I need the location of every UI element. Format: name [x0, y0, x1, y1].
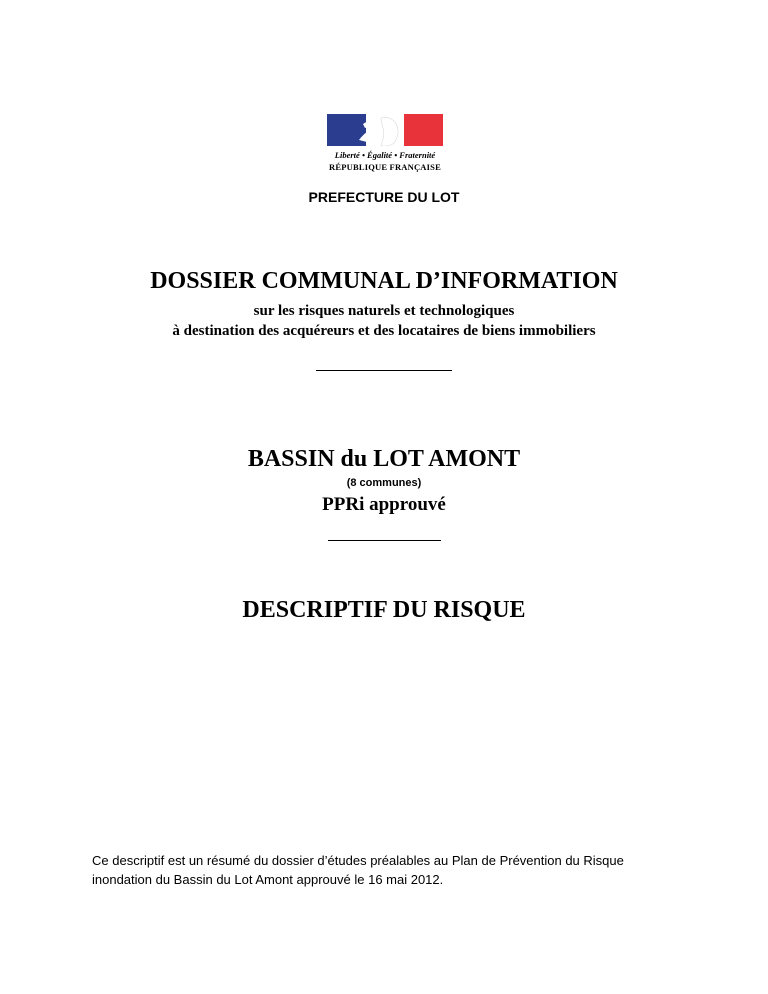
- prefecture-heading: PREFECTURE DU LOT: [308, 189, 460, 205]
- republique-logo: [327, 114, 443, 174]
- divider: [328, 540, 441, 541]
- document-title: DOSSIER COMMUNAL D’INFORMATION: [150, 268, 618, 294]
- summary-note: [92, 851, 712, 889]
- tricolor-flag: [327, 114, 443, 146]
- communes-count: (8 communes): [346, 477, 422, 489]
- summary-note-line1: Ce descriptif est un résumé du dossier d’études préalables au Plan de Prévention du Risque: [92, 853, 624, 868]
- section-title: DESCRIPTIF DU RISQUE: [242, 597, 526, 623]
- republic-motto: Liberté • Égalité • Fraternité: [334, 150, 436, 160]
- divider: [316, 370, 452, 371]
- bassin-heading: BASSIN du LOT AMONT: [247, 446, 521, 472]
- ppri-status: PPRi approuvé: [322, 494, 446, 515]
- republic-name: RÉPUBLIQUE FRANÇAISE: [329, 162, 441, 172]
- document-subtitle-line2: à destination des acquéreurs et des locataires de biens immobiliers: [172, 323, 596, 339]
- marianne-icon: [341, 114, 411, 146]
- document-subtitle-line1: sur les risques naturels et technologiques: [253, 303, 515, 319]
- summary-note-line2: inondation du Bassin du Lot Amont approuvé le 16 mai 2012.: [92, 872, 444, 887]
